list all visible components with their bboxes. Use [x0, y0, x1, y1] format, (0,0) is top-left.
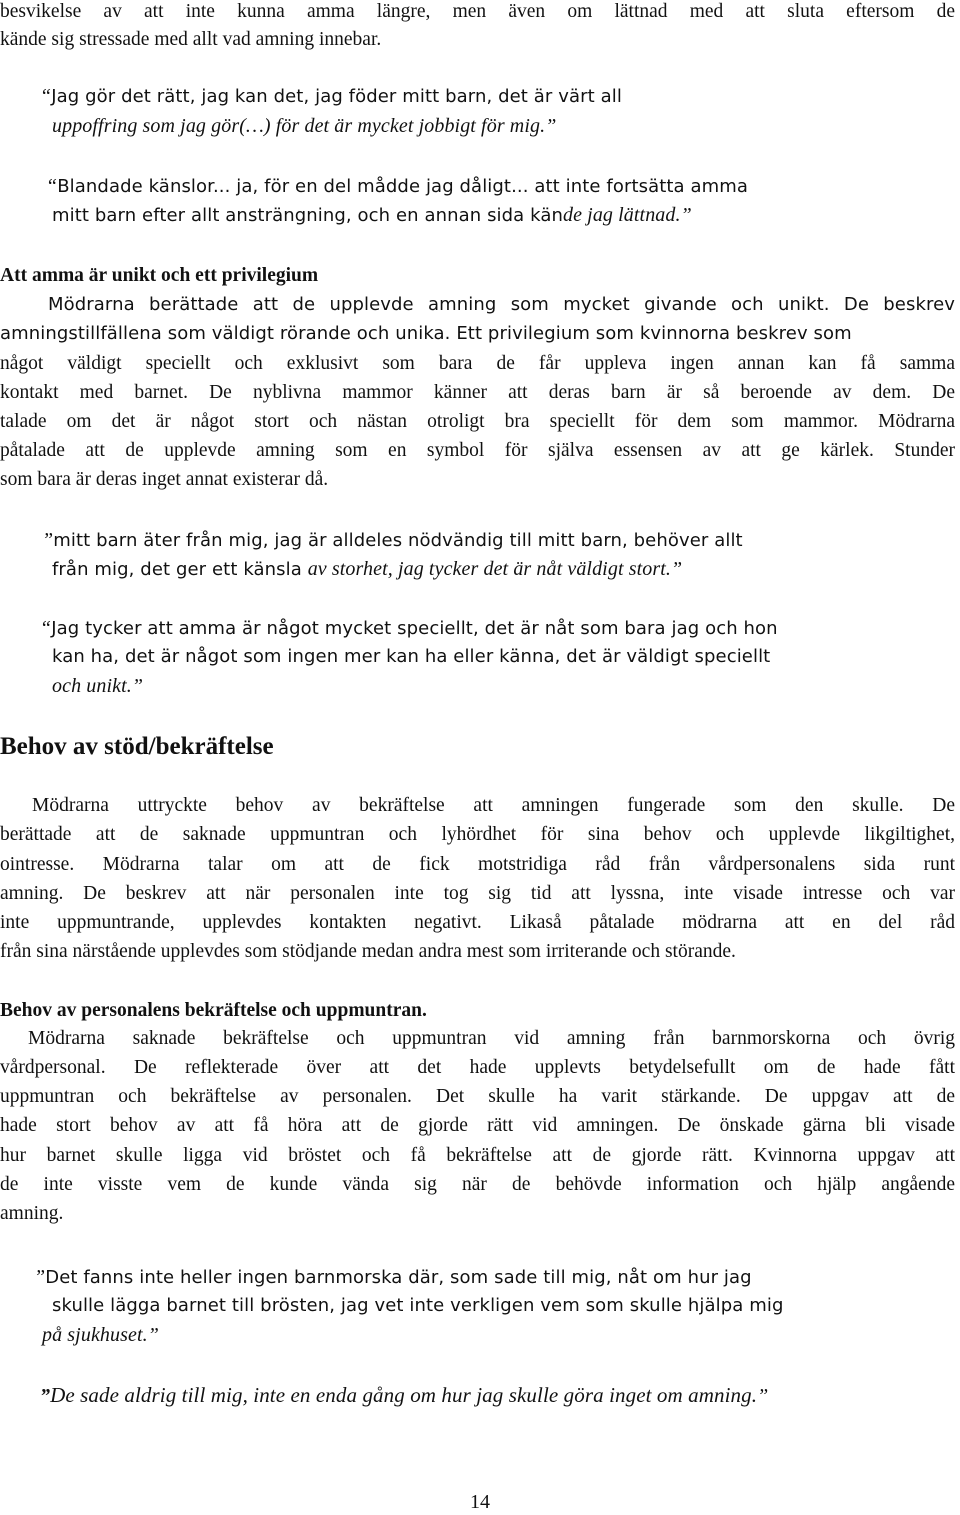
quote-5-italic-text: på sjukhuset.	[42, 1324, 148, 1346]
section-support-line-6: från sina närstående upplevdes som stödjande medan andra mest som irriterande och störande.	[0, 941, 736, 962]
quote-4-line-2: kan ha, det är något som ingen mer kan ha eller känna, det är väldigt speciellt	[52, 646, 771, 667]
section-unique-line-4: kontakt med barnet. De nyblivna mammor känner att deras barn är så beroende av dem. De	[0, 382, 955, 403]
section-heading-support: Behov av stöd/bekräftelse	[0, 733, 274, 760]
quote-1-italic-text: uppoffring som jag gör(…) för det är mycket jobbigt för mig.	[52, 115, 546, 137]
open-quote-mark: ”	[40, 1385, 51, 1407]
section-heading-staff: Behov av personalens bekräftelse och uppmuntran.	[0, 1000, 427, 1021]
intro-line-2: kände sig stressade med allt vad amning innebar.	[0, 29, 382, 50]
quote-2-text: Blandade känslor... ja, för en del mådde jag dåligt... att inte fortsätta amma	[57, 176, 749, 197]
section-heading-unique: Att amma är unikt och ett privilegium	[0, 265, 319, 286]
quote-3-line-2	[52, 555, 682, 584]
section-unique-line-2: amningstillfällena som väldigt rörande och unika. Ett privilegium som kvinnorna beskrev som	[0, 323, 852, 344]
section-support-line-4: amning. De beskrev att när personalen inte tog sig tid att lyssna, inte visade intresse och var	[0, 883, 955, 904]
quote-1-text: Jag gör det rätt, jag kan det, jag föder mitt barn, det är värt all	[51, 86, 622, 107]
section-staff-line-7: amning.	[0, 1203, 64, 1224]
open-quote-mark: “	[46, 175, 58, 197]
close-quote-mark: ”	[670, 558, 683, 580]
section-unique-line-1: Mödrarna berättade att de upplevde amning som mycket givande och unikt. De beskrev	[48, 294, 955, 315]
section-unique-line-6: påtalade att de upplevde amning som en symbol för själva essensen av att ge kärlek. Stunder	[0, 440, 955, 461]
quote-2-text-plain: mitt barn efter allt ansträngning, och en annan sida kän	[52, 205, 563, 226]
section-support-line-1: Mödrarna uttryckte behov av bekräftelse att amningen fungerade som den skulle. De	[32, 795, 955, 816]
section-unique-line-3: något väldigt speciellt och exklusivt som bara de får uppleva ingen annan kan få samma	[0, 353, 955, 374]
close-quote-mark: ”	[757, 1385, 769, 1407]
quote-6-line	[40, 1381, 768, 1411]
quote-4-italic-text: och unikt.	[52, 675, 132, 697]
section-unique-line-7: som bara är deras inget annat existerar då.	[0, 469, 329, 490]
section-staff-line-3: uppmuntran och bekräftelse av personalen. Det skulle ha varit stärkande. De uppgav att de	[0, 1086, 955, 1107]
quote-3-line-1	[42, 526, 743, 555]
open-quote-mark: “	[40, 85, 52, 107]
close-quote-mark: ”	[131, 675, 144, 697]
quote-2-italic-text: de jag lättnad.	[562, 204, 681, 226]
section-staff-line-1: Mödrarna saknade bekräftelse och uppmuntran vid amning från barnmorskorna och övrig	[28, 1028, 955, 1049]
section-staff-line-6: de inte visste vem de kunde vända sig när de behövde information och hjälp angående	[0, 1174, 955, 1195]
section-support-line-2: berättade att de saknade uppmuntran och lyhördhet för sina behov och upplevde likgiltighet,	[0, 824, 955, 845]
close-quote-mark: ”	[545, 115, 557, 137]
close-quote-mark: ”	[147, 1324, 159, 1346]
quote-5-line-2: skulle lägga barnet till brösten, jag vet inte verkligen vem som skulle hjälpa mig	[52, 1295, 784, 1316]
section-support-line-5: inte uppmuntrande, upplevdes kontakten negativt. Likaså påtalade mödrarna att en del råd	[0, 912, 955, 933]
quote-5-line-1	[34, 1263, 752, 1292]
quote-2-line-1	[46, 172, 748, 201]
quote-5-line-3	[42, 1321, 159, 1350]
quote-1-line-2	[52, 112, 556, 141]
section-staff-line-4: hade stort behov av att få höra att de gjorde rätt vid amningen. De önskade gärna bli visade	[0, 1115, 955, 1136]
quote-4-line-3	[52, 672, 143, 701]
open-quote-mark: “	[40, 617, 52, 639]
quote-6-italic-text: De sade aldrig till mig, inte en enda gång om hur jag skulle göra inget om amning.	[50, 1383, 758, 1407]
page-number: 14	[470, 1491, 490, 1513]
quote-2-line-2	[52, 201, 692, 230]
open-quote-mark: ”	[42, 529, 54, 551]
quote-5-text: Det fanns inte heller ingen barnmorska där, som sade till mig, nåt om hur jag	[45, 1267, 752, 1288]
quote-4-text: Jag tycker att amma är något mycket speciellt, det är nåt som bara jag och hon	[51, 618, 778, 639]
quote-3-text: mitt barn äter från mig, jag är alldeles nödvändig till mitt barn, behöver allt	[53, 530, 743, 551]
section-staff-line-5: hur barnet skulle ligga vid bröstet och få bekräftelse att de gjorde rätt. Kvinnorna uppgav att	[0, 1145, 955, 1166]
section-support-line-3: ointresse. Mödrarna talar om att de fick motstridiga råd från vårdpersonalens sida runt	[0, 854, 955, 875]
section-staff-line-2: vårdpersonal. De reflekterade över att det hade upplevts betydelsefullt om de hade fått	[0, 1057, 955, 1078]
quote-4-line-1	[40, 614, 778, 643]
quote-1-line-1	[40, 82, 622, 111]
intro-line-1: besvikelse av att inte kunna amma längre, men även om lättnad med att sluta eftersom de	[0, 1, 955, 22]
open-quote-mark: ”	[34, 1266, 46, 1288]
quote-3-text-plain: från mig, det ger ett känsla	[52, 559, 308, 580]
close-quote-mark: ”	[680, 204, 692, 226]
quote-3-italic-text: av storhet, jag tycker det är nåt väldigt stort.	[307, 558, 671, 580]
section-unique-line-5: talade om det är något stort och nästan otroligt bra speciellt för dem som mammor. Mödrarna	[0, 411, 955, 432]
